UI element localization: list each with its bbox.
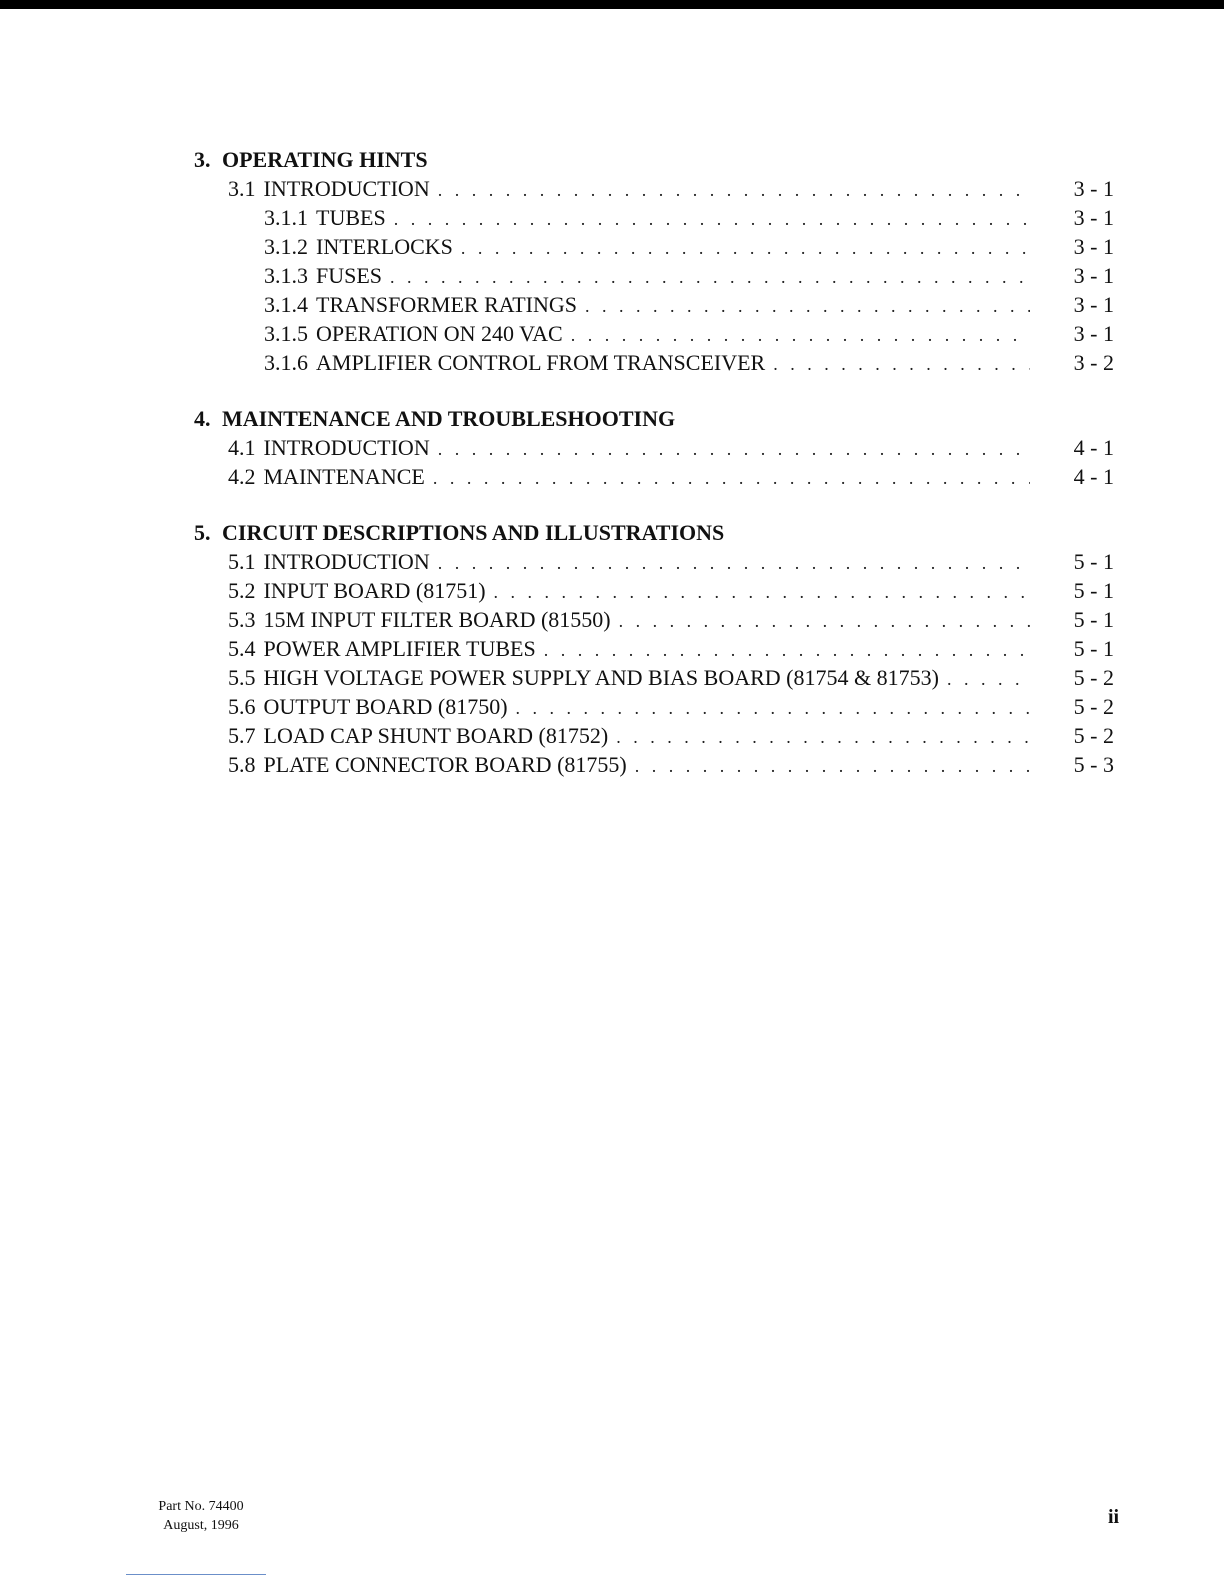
entry-page: 5 - 1 bbox=[1073, 578, 1114, 603]
dot-leader bbox=[516, 694, 1030, 723]
entry-page: 4 - 1 bbox=[1073, 464, 1114, 489]
entry-number: 3.1.4 bbox=[264, 292, 308, 317]
entry-number: 3.1.2 bbox=[264, 234, 308, 259]
entry-title: AMPLIFIER CONTROL FROM TRANSCEIVER bbox=[316, 350, 766, 375]
section-number: 5. bbox=[194, 520, 211, 545]
dot-leader bbox=[438, 176, 1030, 205]
entry-title: TRANSFORMER RATINGS bbox=[316, 292, 577, 317]
dot-leader bbox=[544, 636, 1030, 665]
dot-leader bbox=[390, 263, 1030, 292]
entry-title: INTRODUCTION bbox=[263, 435, 430, 460]
entry-title: INPUT BOARD (81751) bbox=[263, 578, 486, 603]
toc-entry[interactable] bbox=[194, 750, 1114, 779]
entry-number: 4.2 bbox=[228, 464, 256, 489]
toc-entry[interactable] bbox=[194, 261, 1114, 290]
entry-page: 5 - 2 bbox=[1073, 694, 1114, 719]
entry-number: 3.1 bbox=[228, 176, 256, 201]
toc-entry[interactable] bbox=[194, 462, 1114, 491]
footer-date: August, 1996 bbox=[163, 1518, 239, 1533]
entry-page: 3 - 1 bbox=[1073, 263, 1114, 288]
entry-title: 15M INPUT FILTER BOARD (81550) bbox=[263, 607, 611, 632]
entry-page: 5 - 1 bbox=[1073, 636, 1114, 661]
toc-entry[interactable] bbox=[194, 576, 1114, 605]
toc-entry[interactable] bbox=[194, 433, 1114, 462]
section-heading bbox=[194, 405, 1114, 433]
footer-part-number: Part No. 74400 bbox=[158, 1499, 244, 1514]
section-title: OPERATING HINTS bbox=[222, 147, 428, 172]
dot-leader bbox=[947, 665, 1030, 694]
entry-title: OPERATION ON 240 VAC bbox=[316, 321, 563, 346]
entry-page: 5 - 1 bbox=[1073, 607, 1114, 632]
section-number: 4. bbox=[194, 406, 211, 431]
dot-leader bbox=[635, 752, 1030, 781]
entry-number: 5.2 bbox=[228, 578, 256, 603]
entry-title: LOAD CAP SHUNT BOARD (81752) bbox=[263, 723, 609, 748]
section-heading bbox=[194, 519, 1114, 547]
bottom-edge-line bbox=[126, 1574, 266, 1575]
entry-number: 3.1.3 bbox=[264, 263, 308, 288]
entry-title: INTRODUCTION bbox=[263, 549, 430, 574]
entry-page: 3 - 1 bbox=[1073, 321, 1114, 346]
toc-entry[interactable] bbox=[194, 721, 1114, 750]
entry-number: 5.6 bbox=[228, 694, 256, 719]
entry-page: 4 - 1 bbox=[1073, 435, 1114, 460]
entry-page: 3 - 1 bbox=[1073, 234, 1114, 259]
dot-leader bbox=[394, 205, 1030, 234]
dot-leader bbox=[433, 464, 1030, 493]
dot-leader bbox=[619, 607, 1030, 636]
entry-page: 3 - 1 bbox=[1073, 205, 1114, 230]
entry-page: 5 - 2 bbox=[1073, 665, 1114, 690]
dot-leader bbox=[773, 350, 1030, 379]
toc-section bbox=[194, 146, 1114, 377]
toc-entry[interactable] bbox=[194, 174, 1114, 203]
dot-leader bbox=[461, 234, 1030, 263]
toc-entry[interactable] bbox=[194, 348, 1114, 377]
entry-number: 5.8 bbox=[228, 752, 256, 777]
section-number: 3. bbox=[194, 147, 211, 172]
entry-title: HIGH VOLTAGE POWER SUPPLY AND BIAS BOARD (81754 & 81753) bbox=[263, 665, 939, 690]
entry-page: 3 - 1 bbox=[1073, 292, 1114, 317]
footer-part-info bbox=[156, 1497, 246, 1535]
entry-number: 5.7 bbox=[228, 723, 256, 748]
entry-title: TUBES bbox=[316, 205, 386, 230]
page-number: ii bbox=[1108, 1506, 1120, 1528]
dot-leader bbox=[438, 435, 1030, 464]
entry-title: INTERLOCKS bbox=[316, 234, 453, 259]
entry-title: PLATE CONNECTOR BOARD (81755) bbox=[263, 752, 627, 777]
toc-entry[interactable] bbox=[194, 232, 1114, 261]
entry-title: FUSES bbox=[316, 263, 383, 288]
table-of-contents bbox=[194, 146, 1114, 807]
toc-entry[interactable] bbox=[194, 692, 1114, 721]
entry-title: MAINTENANCE bbox=[263, 464, 425, 489]
entry-number: 5.5 bbox=[228, 665, 256, 690]
toc-entry[interactable] bbox=[194, 203, 1114, 232]
entry-number: 3.1.6 bbox=[264, 350, 308, 375]
section-title: MAINTENANCE AND TROUBLESHOOTING bbox=[222, 406, 676, 431]
dot-leader bbox=[571, 321, 1030, 350]
dot-leader bbox=[585, 292, 1030, 321]
entry-page: 5 - 3 bbox=[1073, 752, 1114, 777]
section-heading bbox=[194, 146, 1114, 174]
entry-number: 5.1 bbox=[228, 549, 256, 574]
toc-section bbox=[194, 519, 1114, 779]
entry-title: INTRODUCTION bbox=[263, 176, 430, 201]
entry-number: 4.1 bbox=[228, 435, 256, 460]
toc-entry[interactable] bbox=[194, 605, 1114, 634]
entry-page: 3 - 2 bbox=[1073, 350, 1114, 375]
entry-page: 5 - 2 bbox=[1073, 723, 1114, 748]
entry-number: 3.1.1 bbox=[264, 205, 308, 230]
toc-entry[interactable] bbox=[194, 663, 1114, 692]
top-edge-bar bbox=[0, 0, 1224, 9]
entry-number: 5.4 bbox=[228, 636, 256, 661]
entry-page: 3 - 1 bbox=[1073, 176, 1114, 201]
toc-section bbox=[194, 405, 1114, 491]
dot-leader bbox=[616, 723, 1030, 752]
toc-entry[interactable] bbox=[194, 634, 1114, 663]
entry-page: 5 - 1 bbox=[1073, 549, 1114, 574]
toc-entry[interactable] bbox=[194, 319, 1114, 348]
entry-title: OUTPUT BOARD (81750) bbox=[263, 694, 508, 719]
toc-entry[interactable] bbox=[194, 547, 1114, 576]
dot-leader bbox=[438, 549, 1030, 578]
toc-entry[interactable] bbox=[194, 290, 1114, 319]
section-title: CIRCUIT DESCRIPTIONS AND ILLUSTRATIONS bbox=[222, 520, 725, 545]
entry-title: POWER AMPLIFIER TUBES bbox=[263, 636, 536, 661]
entry-number: 5.3 bbox=[228, 607, 256, 632]
dot-leader bbox=[494, 578, 1030, 607]
entry-number: 3.1.5 bbox=[264, 321, 308, 346]
